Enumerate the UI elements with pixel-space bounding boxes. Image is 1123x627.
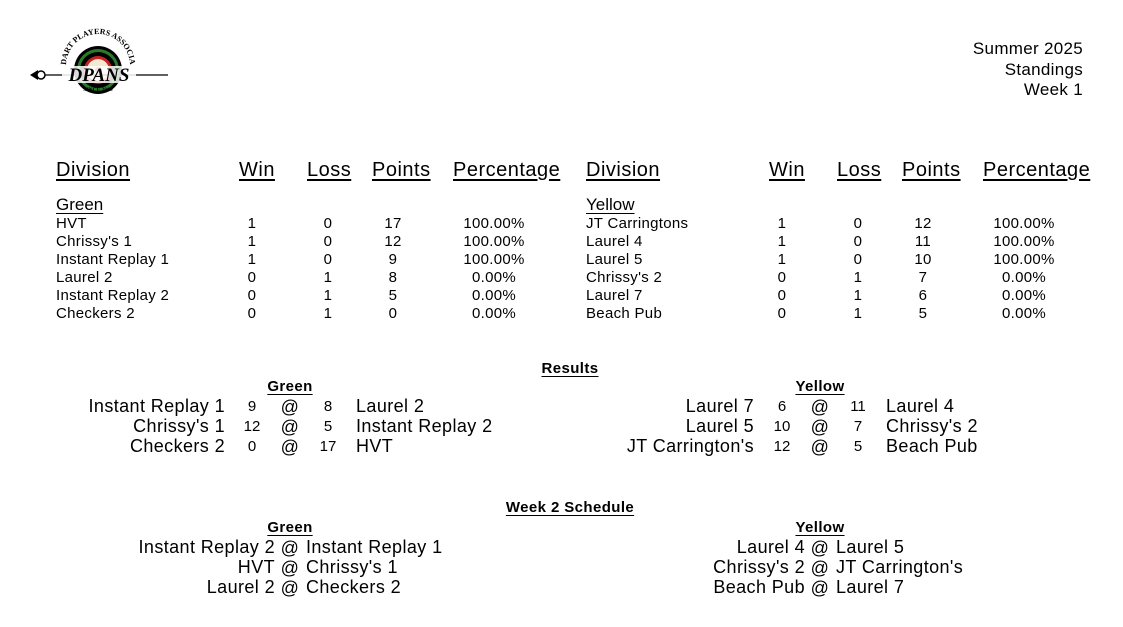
away-team: JT Carrington's: [626, 436, 754, 456]
loss-value: 0: [323, 251, 333, 268]
team-name: HVT: [56, 215, 87, 232]
home-score: 5: [853, 438, 863, 455]
team-name: Laurel 7: [586, 287, 643, 304]
away-team: Laurel 7: [685, 396, 754, 416]
percentage-value: 0.00%: [471, 287, 517, 304]
win-value: 0: [777, 269, 787, 286]
loss-value: 0: [853, 251, 863, 268]
away-team: Beach Pub: [713, 577, 805, 597]
points-value: 10: [914, 251, 932, 268]
home-team: HVT: [356, 436, 394, 456]
home-team: JT Carrington's: [836, 557, 964, 577]
team-name: Laurel 4: [586, 233, 643, 250]
home-team: Checkers 2: [306, 577, 402, 597]
percentage-value: 0.00%: [1001, 305, 1047, 322]
points-value: 5: [918, 305, 928, 322]
col-header-win-right: Win: [769, 159, 805, 181]
win-value: 1: [777, 215, 787, 232]
percentage-value: 100.00%: [993, 215, 1055, 232]
win-value: 1: [247, 215, 257, 232]
team-name: Chrissy's 1: [56, 233, 133, 250]
win-value: 1: [777, 233, 787, 250]
report-title: [973, 39, 1083, 101]
home-team: Laurel 2: [356, 396, 425, 416]
away-team: HVT: [237, 557, 275, 577]
logo-acronym: DPANS: [68, 65, 130, 86]
season-label: Summer 2025: [972, 39, 1083, 58]
away-team: Chrissy's 1: [133, 416, 225, 436]
division-green-label: Green: [56, 195, 104, 214]
percentage-value: 0.00%: [471, 305, 517, 322]
loss-value: 0: [853, 215, 863, 232]
report-type: Standings: [1004, 59, 1083, 79]
schedule-heading: Week 2 Schedule: [505, 499, 635, 516]
win-value: 0: [247, 269, 257, 286]
logo-since: SINCE 2016: [83, 87, 113, 93]
points-value: 11: [914, 233, 932, 250]
team-name: Laurel 2: [56, 269, 113, 286]
home-team: Instant Replay 1: [306, 537, 443, 557]
results-heading: Results: [541, 360, 599, 377]
away-team: Chrissy's 2: [713, 557, 805, 577]
dart-barrel: [37, 71, 45, 79]
team-name: Instant Replay 1: [56, 251, 170, 268]
team-name: Beach Pub: [586, 305, 663, 322]
home-team: Chrissy's 2: [886, 416, 978, 436]
percentage-value: 0.00%: [471, 269, 517, 286]
home-score: 17: [319, 438, 337, 455]
at-sign: @: [810, 417, 830, 437]
percentage-value: 100.00%: [993, 251, 1055, 268]
away-team: Laurel 2: [206, 577, 275, 597]
loss-value: 1: [853, 269, 863, 286]
percentage-value: 0.00%: [1001, 287, 1047, 304]
results-green-label: Green: [267, 378, 313, 395]
loss-value: 1: [323, 287, 333, 304]
win-value: 1: [247, 233, 257, 250]
home-team: Laurel 5: [836, 537, 905, 557]
team-name: Laurel 5: [586, 251, 643, 268]
percentage-value: 100.00%: [993, 233, 1055, 250]
points-value: 17: [384, 215, 402, 232]
col-header-loss-left: Loss: [307, 159, 352, 181]
loss-value: 1: [853, 305, 863, 322]
schedule-green-label: Green: [267, 519, 313, 536]
col-header-win-left: Win: [239, 159, 275, 181]
at-sign: @: [810, 538, 830, 558]
col-header-division-right: Division: [586, 159, 661, 181]
win-value: 0: [777, 305, 787, 322]
points-value: 8: [388, 269, 398, 286]
at-sign: @: [810, 558, 830, 578]
points-value: 9: [388, 251, 398, 268]
col-header-points-left: Points: [372, 159, 431, 181]
points-value: 7: [918, 269, 928, 286]
home-team: Chrissy's 1: [306, 557, 398, 577]
at-sign: @: [280, 538, 300, 558]
team-name: Chrissy's 2: [586, 269, 663, 286]
points-value: 5: [388, 287, 398, 304]
win-value: 1: [247, 251, 257, 268]
percentage-value: 100.00%: [463, 215, 525, 232]
logo-arc-text: DART PLAYERS ASSOCIA: [58, 26, 137, 66]
week-label: Week 1: [1023, 80, 1083, 99]
col-header-points-right: Points: [902, 159, 961, 181]
col-header-percentage-left: Percentage: [453, 159, 561, 181]
loss-value: 1: [323, 305, 333, 322]
loss-value: 1: [323, 269, 333, 286]
home-team: Instant Replay 2: [356, 416, 493, 436]
team-name: Checkers 2: [56, 305, 135, 322]
away-team: Checkers 2: [129, 436, 225, 456]
home-score: 11: [850, 398, 866, 415]
team-name: JT Carringtons: [586, 215, 689, 232]
loss-value: 0: [323, 233, 333, 250]
away-team: Instant Replay 1: [88, 396, 225, 416]
at-sign: @: [810, 397, 830, 417]
away-score: 0: [247, 438, 257, 455]
home-team: Beach Pub: [886, 436, 978, 456]
at-sign: @: [280, 417, 300, 437]
away-team: Laurel 5: [685, 416, 754, 436]
points-value: 12: [384, 233, 402, 250]
away-score: 6: [777, 398, 787, 415]
home-team: Laurel 7: [836, 577, 905, 597]
points-value: 6: [918, 287, 928, 304]
at-sign: @: [810, 437, 830, 457]
away-score: 12: [243, 418, 261, 435]
win-value: 0: [247, 305, 257, 322]
col-header-percentage-right: Percentage: [983, 159, 1091, 181]
at-sign: @: [280, 397, 300, 417]
dpans-logo: [28, 22, 170, 94]
home-score: 7: [853, 418, 863, 435]
win-value: 0: [247, 287, 257, 304]
home-team: Laurel 4: [886, 396, 955, 416]
at-sign: @: [280, 437, 300, 457]
win-value: 0: [777, 287, 787, 304]
points-value: 12: [914, 215, 932, 232]
home-score: 8: [323, 398, 333, 415]
away-score: 10: [773, 418, 791, 435]
at-sign: @: [280, 558, 300, 578]
team-name: Instant Replay 2: [56, 287, 170, 304]
away-team: Laurel 4: [736, 537, 805, 557]
loss-value: 0: [853, 233, 863, 250]
col-header-loss-right: Loss: [837, 159, 882, 181]
at-sign: @: [280, 578, 300, 598]
at-sign: @: [810, 578, 830, 598]
results-yellow-label: Yellow: [795, 378, 845, 395]
away-score: 12: [773, 438, 791, 455]
division-yellow-label: Yellow: [586, 195, 635, 214]
win-value: 1: [777, 251, 787, 268]
away-team: Instant Replay 2: [138, 537, 275, 557]
percentage-value: 100.00%: [463, 233, 525, 250]
loss-value: 1: [853, 287, 863, 304]
dartboard-logo-graphic: [28, 22, 170, 94]
home-score: 5: [323, 418, 333, 435]
points-value: 0: [388, 305, 398, 322]
schedule-yellow-label: Yellow: [795, 519, 845, 536]
away-score: 9: [247, 398, 257, 415]
loss-value: 0: [323, 215, 333, 232]
percentage-value: 100.00%: [463, 251, 525, 268]
percentage-value: 0.00%: [1001, 269, 1047, 286]
col-header-division-left: Division: [56, 159, 131, 181]
